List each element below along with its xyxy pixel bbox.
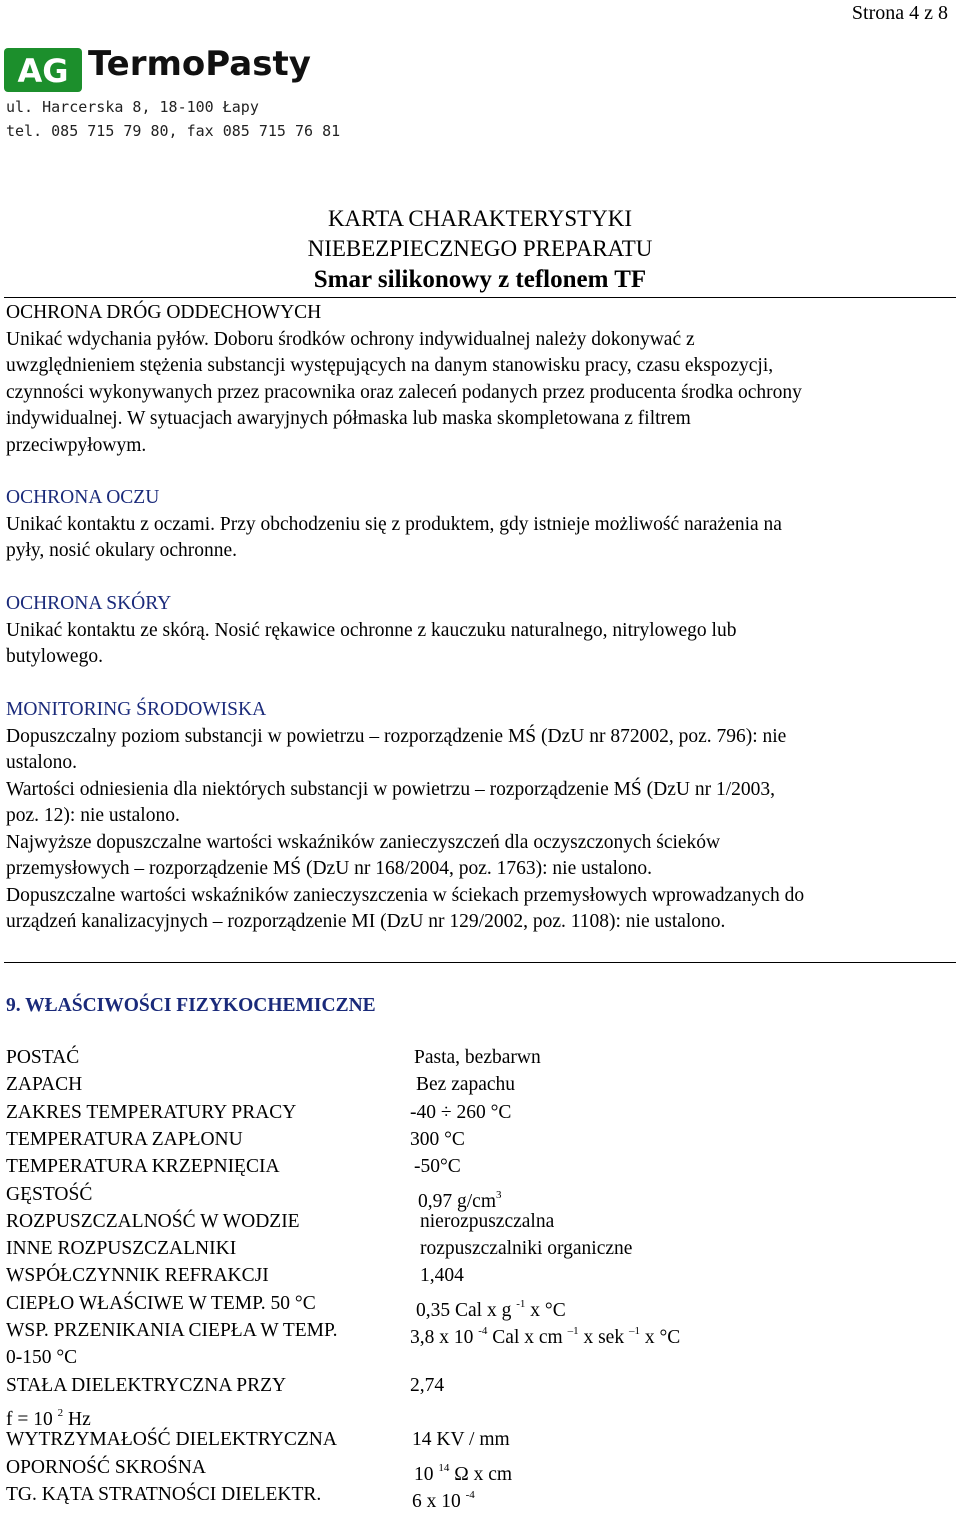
property-value: 0,97 $g/cm^3$	[418, 1188, 502, 1212]
property-label: STAŁA DIELEKTRYCZNA PRZY	[6, 1374, 287, 1396]
paragraph-line: Unikać kontaktu z oczami. Przy obchodzeniu się z produktem, gdy istnieje możliwość narażenia na	[6, 513, 782, 535]
paragraph-line: Najwyższe dopuszczalne wartości wskaźników zanieczyszczeń dla oczyszczonych ścieków	[6, 831, 721, 853]
product-name: Smar silikonowy z teflonem TF	[313, 266, 647, 293]
section-heading: MONITORING ŚRODOWISKA	[6, 699, 267, 720]
paragraph-line: pyły, nosić okulary ochronne.	[6, 540, 238, 561]
property-label: ROZPUSZCZALNOŚĆ W WODZIE	[6, 1210, 300, 1232]
paragraph-line: Unikać kontaktu ze skórą. Nosić rękawice ochronne z kauczuku naturalnego, nitrylowego lub	[6, 619, 737, 641]
property-label: f = 10 $^2$ Hz	[6, 1406, 91, 1430]
paragraph-line: urządzeń kanalizacyjnych – rozporządzenie MI (DzU nr 129/2002, poz. 1108): nie ustalono.	[6, 911, 726, 932]
property-label: TEMPERATURA KRZEPNIĘCIA	[6, 1156, 280, 1178]
property-value: Pasta, bezbarwn	[414, 1047, 541, 1068]
property-label: WSPÓŁCZYNNIK REFRAKCJI	[6, 1265, 269, 1287]
doc-title-line2: NIEBEZPIECZNEGO PREPARATU	[307, 236, 653, 261]
company-phone: tel. 085 715 79 80, fax 085 715 76 81	[6, 122, 341, 140]
section-heading: OCHRONA SKÓRY	[6, 593, 172, 614]
section-heading: OCHRONA OCZU	[6, 487, 160, 508]
property-value: rozpuszczalniki organiczne	[420, 1238, 633, 1260]
property-label: POSTAĆ	[6, 1047, 80, 1068]
property-value: Bez zapachu	[416, 1074, 516, 1096]
property-label: WYTRZYMAŁOŚĆ DIELEKTRYCZNA	[6, 1429, 337, 1451]
property-value: 2,74	[410, 1374, 445, 1396]
company-name: TermoPasty	[88, 44, 311, 84]
property-label: TEMPERATURA ZAPŁONU	[6, 1128, 243, 1150]
doc-title-line1: KARTA CHARAKTERYSTYKI	[327, 206, 633, 231]
property-label: WSP. PRZENIKANIA CIEPŁA W TEMP.	[6, 1320, 338, 1341]
paragraph-line: przemysłowych – rozporządzenie MŚ (DzU nr 168/2004, poz. 1763): nie ustalono.	[6, 858, 653, 879]
property-value: 3,8 x 10 $^{-4}$ Cal x cm $^{-1}$ x sek $^{-1}$ x °C	[410, 1325, 681, 1348]
section-heading: OCHRONA DRÓG ODDECHOWYCH	[6, 302, 322, 323]
property-value: 6 x 10 $^{-4}$	[412, 1488, 475, 1512]
paragraph-line: uwzględnieniem stężenia substancji występujących na danym stanowisku pracy, czasu ekspozycji,	[6, 355, 774, 376]
paragraph-line: czynności wykonywanych przez pracownika oraz zaleceń podanych przez producenta środka ochrony	[6, 381, 802, 403]
property-value: 0,35 Cal x g $^{-1}$ x °C	[416, 1297, 566, 1321]
section-rule	[4, 962, 956, 963]
property-label: ZAPACH	[6, 1074, 83, 1096]
property-label: GĘSTOŚĆ	[6, 1183, 93, 1205]
property-value: 1,404	[420, 1265, 464, 1287]
property-value: nierozpuszczalna	[420, 1210, 555, 1232]
logo-mark: AG	[17, 52, 69, 90]
page-number: Strona 4 z 8	[851, 2, 948, 24]
paragraph-line: ustalono.	[6, 752, 77, 773]
property-value: 14 KV / mm	[412, 1429, 510, 1451]
paragraph-line: poz. 12): nie ustalono.	[6, 805, 180, 826]
paragraph-line: przeciwpyłowym.	[6, 434, 147, 456]
property-value: 10 $^{14}$ Ω x cm	[414, 1461, 513, 1485]
paragraph-line: indywidualnej. W sytuacjach awaryjnych półmaska lub maska skompletowana z filtrem	[6, 408, 691, 429]
paragraph-line: Wartości odniesienia dla niektórych substancji w powietrzu – rozporządzenie MŚ (DzU nr 1/2003,	[6, 778, 776, 800]
property-label: TG. KĄTA STRATNOŚCI DIELEKTR.	[6, 1483, 322, 1505]
skin-section	[6, 591, 952, 671]
physchem-heading: 9. WŁAŚCIWOŚCI FIZYKOCHEMICZNE	[6, 995, 376, 1016]
property-value: -40 ÷ 260 °C	[410, 1101, 512, 1123]
paragraph-line: butylowego.	[6, 646, 103, 667]
company-address: ul. Harcerska 8, 18-100 Łapy	[6, 98, 259, 116]
paragraph-line: Dopuszczalne wartości wskaźników zanieczyszczenia w ściekach przemysłowych wprowadzanych do	[6, 884, 805, 906]
property-value: -50°C	[414, 1156, 461, 1178]
property-label: OPORNOŚĆ SKROŚNA	[6, 1456, 206, 1478]
title-rule	[4, 297, 956, 298]
property-label: 0-150 °C	[6, 1347, 78, 1369]
company-logo	[4, 48, 84, 92]
respiratory-section	[6, 300, 952, 459]
property-label: INNE ROZPUSZCZALNIKI	[6, 1238, 237, 1260]
property-label: CIEPŁO WŁAŚCIWE W TEMP. 50 °C	[6, 1292, 316, 1314]
paragraph-line: Dopuszczalny poziom substancji w powietrzu – rozporządzenie MŚ (DzU nr 872002, poz. 796): nie	[6, 725, 787, 747]
eyes-section	[6, 485, 952, 565]
monitoring-section	[6, 697, 952, 936]
property-value: 300 °C	[410, 1128, 465, 1150]
property-label: ZAKRES TEMPERATURY PRACY	[6, 1101, 297, 1123]
paragraph-line: Unikać wdychania pyłów. Doboru środków ochrony indywidualnej należy dokonywać z	[6, 328, 695, 350]
